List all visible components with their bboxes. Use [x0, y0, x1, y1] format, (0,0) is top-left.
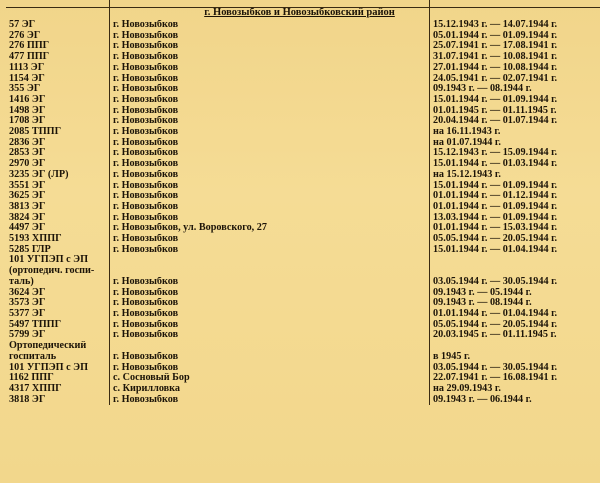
- table-row: [6, 52, 600, 63]
- cell-period: 15.01.1944 г. — 01.04.1944 г.: [430, 245, 600, 256]
- cell-period: 01.01.1944 г. — 15.03.1944 г.: [430, 223, 600, 234]
- cell-unit: 5377 ЭГ: [9, 308, 46, 319]
- cell-period: 05.01.1944 г. — 01.09.1944 г.: [430, 31, 600, 42]
- cell-location: г. Новозыбков: [110, 298, 430, 309]
- table-header-row: [6, 0, 600, 8]
- cell-location: г. Новозыбков: [110, 63, 430, 74]
- table-row: [6, 384, 600, 395]
- cell-unit: 5193 ХППГ: [9, 234, 62, 245]
- cell-period: 09.1943 г. — 08.1944 г.: [430, 298, 600, 309]
- cell-unit: 1154 ЭГ: [9, 73, 45, 84]
- cell-period: 03.05.1944 г. — 30.05.1944 г.: [430, 363, 600, 374]
- cell-unit: 3625 ЭГ: [9, 191, 46, 202]
- cell-period: 09.1943 г. — 06.1944 г.: [430, 395, 600, 406]
- table-row: [6, 159, 600, 170]
- table-row: [6, 341, 600, 352]
- cell-period: 15.12.1943 г. — 15.09.1944 г.: [430, 148, 600, 159]
- cell-location: г. Новозыбков: [110, 116, 430, 127]
- cell-location: г. Новозыбков: [110, 202, 430, 213]
- cell-location: [110, 266, 430, 277]
- cell-location: г. Новозыбков: [110, 288, 430, 299]
- cell-period: в 1945 г.: [430, 352, 600, 363]
- cell-period: 20.04.1944 г. — 01.07.1944 г.: [430, 116, 600, 127]
- cell-period: 05.05.1944 г. — 20.05.1944 г.: [430, 320, 600, 331]
- header-col-unit: [6, 0, 110, 8]
- cell-location: г. Новозыбков: [110, 352, 430, 363]
- cell-period: 25.07.1941 г. — 17.08.1941 г.: [430, 41, 600, 52]
- cell-location: г. Новозыбков: [110, 95, 430, 106]
- header-col-location: [110, 0, 430, 8]
- cell-period: на 29.09.1943 г.: [430, 384, 600, 395]
- table-row: [6, 277, 600, 288]
- cell-unit: 101 УГПЭП с ЭП: [9, 255, 88, 266]
- cell-location: г. Новозыбков: [110, 234, 430, 245]
- cell-period: [430, 255, 600, 266]
- table-row: [6, 363, 600, 374]
- cell-unit: 3235 ЭГ (ЛР): [9, 169, 69, 180]
- cell-period: 01.01.1944 г. — 01.12.1944 г.: [430, 191, 600, 202]
- cell-unit: 1498 ЭГ: [9, 105, 46, 116]
- cell-unit: 1708 ЭГ: [9, 116, 46, 127]
- cell-location: г. Новозыбков: [110, 52, 430, 63]
- table-row: [6, 116, 600, 127]
- cell-period: 27.01.1944 г. — 10.08.1944 г.: [430, 63, 600, 74]
- cell-period: [430, 341, 600, 352]
- cell-unit: 1113 ЭГ: [9, 62, 45, 73]
- cell-unit: 4497 ЭГ: [9, 223, 46, 234]
- cell-unit: 2853 ЭГ: [9, 148, 46, 159]
- cell-unit: таль): [9, 276, 34, 287]
- table-row: [6, 255, 600, 266]
- cell-period: 09.1943 г. — 08.1944 г.: [430, 84, 600, 95]
- table-row: [6, 373, 600, 384]
- table-row: [6, 170, 600, 181]
- cell-period: 15.01.1944 г. — 01.09.1944 г.: [430, 95, 600, 106]
- table-row: [6, 31, 600, 42]
- cell-location: с. Кирилловка: [110, 384, 430, 395]
- table-row: [6, 74, 600, 85]
- table-row: [6, 84, 600, 95]
- cell-unit: 2085 ТППГ: [9, 127, 62, 138]
- cell-period: 01.01.1944 г. — 01.09.1944 г.: [430, 202, 600, 213]
- cell-location: г. Новозыбков: [110, 245, 430, 256]
- table-row: [6, 191, 600, 202]
- table-row: [6, 245, 600, 256]
- cell-location: г. Новозыбков: [110, 213, 430, 224]
- cell-unit: 4317 ХППГ: [9, 383, 62, 394]
- cell-location: г. Новозыбков, ул. Воровского, 27: [110, 223, 430, 234]
- cell-unit: 477 ППГ: [9, 52, 50, 63]
- cell-unit: 1162 ППГ: [9, 373, 54, 384]
- cell-location: г. Новозыбков: [110, 277, 430, 288]
- cell-period: 13.03.1944 г. — 01.09.1944 г.: [430, 213, 600, 224]
- table-row: [6, 138, 600, 149]
- cell-location: г. Новозыбков: [110, 181, 430, 192]
- cell-unit: госпиталь: [9, 351, 57, 362]
- table-body: [6, 0, 600, 405]
- cell-location: г. Новозыбков: [110, 20, 430, 31]
- cell-location: г. Новозыбков: [110, 31, 430, 42]
- table-row: [6, 288, 600, 299]
- table-row: [6, 20, 600, 31]
- cell-location: г. Новозыбков: [110, 309, 430, 320]
- section-title: г. Новозыбков и Новозыбковский район: [204, 7, 395, 18]
- table-row: [6, 41, 600, 52]
- cell-unit: 355 ЭГ: [9, 84, 41, 95]
- table-row: [6, 95, 600, 106]
- cell-unit: 3824 ЭГ: [9, 212, 46, 223]
- cell-unit: 276 ППГ: [9, 41, 50, 52]
- cell-period: 15.01.1944 г. — 01.03.1944 г.: [430, 159, 600, 170]
- cell-location: г. Новозыбков: [110, 148, 430, 159]
- cell-location: г. Новозыбков: [110, 170, 430, 181]
- cell-period: 15.01.1944 г. — 01.09.1944 г.: [430, 181, 600, 192]
- cell-period: 03.05.1944 г. — 30.05.1944 г.: [430, 277, 600, 288]
- cell-location: г. Новозыбков: [110, 127, 430, 138]
- table-row: [6, 320, 600, 331]
- table-row: [6, 223, 600, 234]
- table-row: [6, 266, 600, 277]
- cell-location: г. Новозыбков: [110, 320, 430, 331]
- cell-location: с. Сосновый Бор: [110, 373, 430, 384]
- cell-period: 05.05.1944 г. — 20.05.1944 г.: [430, 234, 600, 245]
- cell-unit: 2970 ЭГ: [9, 159, 46, 170]
- cell-unit: 3624 ЭГ: [9, 287, 46, 298]
- cell-location: г. Новозыбков: [110, 159, 430, 170]
- table-row: [6, 127, 600, 138]
- cell-location: г. Новозыбков: [110, 84, 430, 95]
- cell-period: 15.12.1943 г. — 14.07.1944 г.: [430, 20, 600, 31]
- cell-period: 24.05.1941 г. — 02.07.1941 г.: [430, 74, 600, 85]
- cell-location: г. Новозыбков: [110, 41, 430, 52]
- cell-unit: 101 УГПЭП с ЭП: [9, 362, 88, 373]
- header-col-period: [430, 0, 600, 8]
- cell-period: 01.01.1944 г. — 01.04.1944 г.: [430, 309, 600, 320]
- table-row: [6, 330, 600, 341]
- cell-location: [110, 341, 430, 352]
- cell-location: [110, 255, 430, 266]
- cell-unit: Ортопедический: [9, 341, 87, 352]
- cell-period: 09.1943 г. — 05.1944 г.: [430, 288, 600, 299]
- table-row: [6, 63, 600, 74]
- cell-location: г. Новозыбков: [110, 106, 430, 117]
- table-row: [6, 234, 600, 245]
- table-row: [6, 309, 600, 320]
- table-row: [6, 395, 600, 406]
- cell-period: 01.01.1945 г. — 01.11.1945 г.: [430, 106, 600, 117]
- cell-period: на 16.11.1943 г.: [430, 127, 600, 138]
- cell-unit: 2836 ЭГ: [9, 137, 46, 148]
- cell-location: г. Новозыбков: [110, 395, 430, 406]
- table-row: [6, 298, 600, 309]
- cell-unit: 57 ЭГ: [9, 20, 36, 30]
- table-row: [6, 352, 600, 363]
- cell-period: на 15.12.1943 г.: [430, 170, 600, 181]
- cell-unit: 3551 ЭГ: [9, 180, 46, 191]
- cell-unit: 5497 ТППГ: [9, 319, 62, 330]
- cell-location: г. Новозыбков: [110, 330, 430, 341]
- cell-unit: 1416 ЭГ: [9, 94, 46, 105]
- cell-unit: 5799 ЭГ: [9, 330, 46, 341]
- cell-unit: 276 ЭГ: [9, 30, 41, 41]
- cell-unit: (ортопедич. госпи-: [9, 266, 95, 277]
- table-row: [6, 213, 600, 224]
- cell-unit: 3818 ЭГ: [9, 394, 46, 405]
- table-row: [6, 148, 600, 159]
- table-row: [6, 181, 600, 192]
- cell-period: 31.07.1941 г. — 10.08.1941 г.: [430, 52, 600, 63]
- table-row: [6, 106, 600, 117]
- cell-unit: 3573 ЭГ: [9, 298, 46, 309]
- cell-location: г. Новозыбков: [110, 363, 430, 374]
- cell-location: г. Новозыбков: [110, 74, 430, 85]
- cell-unit: 5285 ГЛР: [9, 244, 51, 255]
- cell-period: на 01.07.1944 г.: [430, 138, 600, 149]
- section-row: [6, 8, 600, 21]
- table-row: [6, 202, 600, 213]
- cell-period: [430, 266, 600, 277]
- cell-location: г. Новозыбков: [110, 191, 430, 202]
- cell-unit: 3813 ЭГ: [9, 201, 46, 212]
- cell-period: 22.07.1941 г. — 16.08.1941 г.: [430, 373, 600, 384]
- cell-period: 20.03.1945 г. — 01.11.1945 г.: [430, 330, 600, 341]
- hospital-table: [6, 0, 600, 405]
- cell-location: г. Новозыбков: [110, 138, 430, 149]
